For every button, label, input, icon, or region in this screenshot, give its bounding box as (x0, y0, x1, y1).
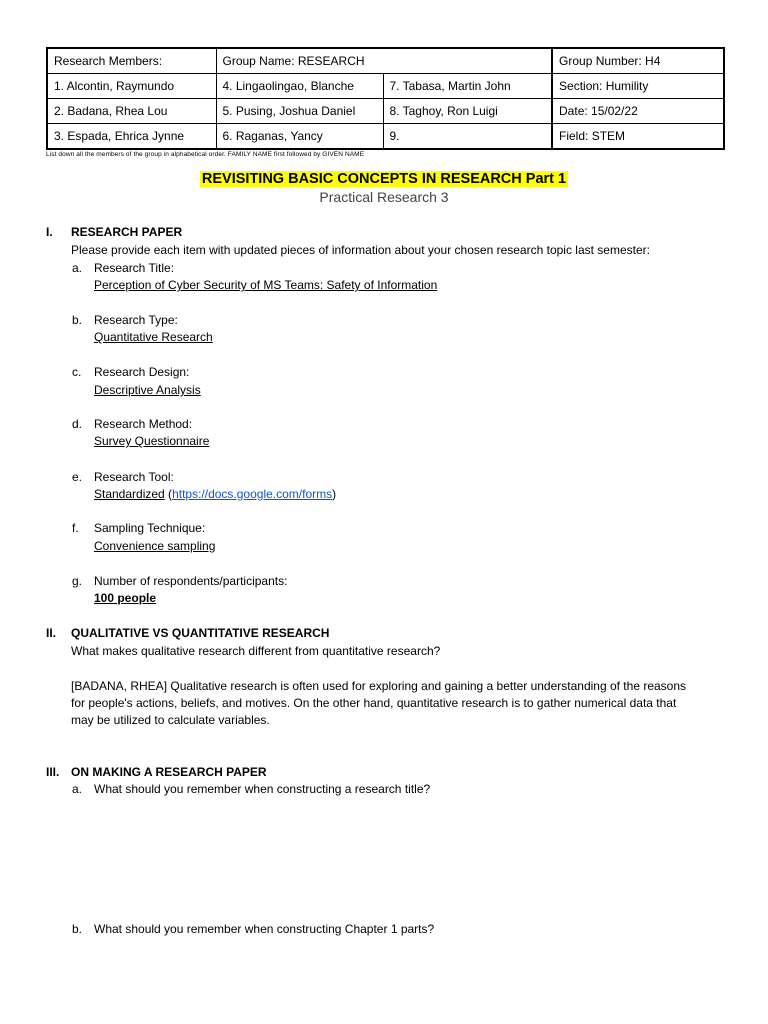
research-title-answer: Perception of Cyber Security of MS Teams: Safety of Information (94, 278, 438, 292)
answer-line: for people's actions, beliefs, and motives. On the other hand, quantitative research is to gather numerical data that (71, 696, 677, 710)
respondents-answer: 100 people (94, 591, 157, 605)
table-cell: Research Members: (47, 48, 216, 74)
answer-line: [BADANA, RHEA] Qualitative research is often used for exploring and gaining a better understanding of the reasons (71, 679, 687, 693)
link-open-paren: ( (164, 487, 173, 501)
table-row (47, 124, 724, 150)
page-title-text: REVISITING BASIC CONCEPTS IN RESEARCH Part 1 (201, 171, 567, 187)
item-label: Research Type: (94, 313, 178, 327)
item-letter: a. (72, 261, 83, 275)
question-text: What should you remember when constructing Chapter 1 parts? (94, 922, 435, 936)
item-label: Research Method: (94, 417, 193, 431)
research-design-answer: Descriptive Analysis (94, 383, 201, 397)
section-3-numeral: III. (46, 765, 60, 779)
item-letter: c. (72, 365, 82, 379)
table-cell: 6. Raganas, Yancy (216, 124, 383, 150)
field-cell: Field: STEM (552, 124, 724, 150)
question-text: What should you remember when constructing a research title? (94, 782, 431, 796)
section-2-question: What makes qualitative research different from quantitative research? (71, 644, 441, 658)
table-note: List down all the members of the group in alphabetical order. FAMILY NAME first followed by GIVEN NAME (46, 151, 365, 158)
table-cell: 2. Badana, Rhea Lou (47, 99, 216, 124)
table-cell: 4. Lingaolingao, Blanche (216, 74, 383, 99)
section-2-heading: QUALITATIVE VS QUANTITATIVE RESEARCH (71, 626, 330, 640)
sampling-technique-answer: Convenience sampling (94, 539, 216, 553)
item-label: Sampling Technique: (94, 521, 206, 535)
research-tool-value: Standardized (94, 487, 165, 501)
item-letter: f. (72, 521, 79, 535)
section-3-heading: ON MAKING A RESEARCH PAPER (71, 765, 267, 779)
section-1-instruction: Please provide each item with updated pieces of information about your chosen research topic last semester: (71, 243, 650, 257)
section-1-heading: RESEARCH PAPER (71, 225, 183, 239)
answer-line: may be utilized to calculate variables. (71, 713, 270, 727)
group-number-cell: Group Number: H4 (552, 48, 724, 74)
table-cell: 8. Taghoy, Ron Luigi (383, 99, 552, 124)
item-label: Research Design: (94, 365, 190, 379)
table-row (47, 74, 724, 99)
table-cell: 1. Alcontin, Raymundo (47, 74, 216, 99)
table-cell: 5. Pusing, Joshua Daniel (216, 99, 383, 124)
section-cell: Section: Humility (552, 74, 724, 99)
research-method-answer: Survey Questionnaire (94, 434, 210, 448)
item-label: Research Tool: (94, 470, 174, 484)
link-close-paren: ) (332, 487, 337, 501)
table-row (47, 48, 724, 74)
item-letter: b. (72, 313, 83, 327)
table-row (47, 99, 724, 124)
page-title (0, 170, 768, 188)
item-letter: g. (72, 574, 83, 588)
table-cell: 9. (383, 124, 552, 150)
question-letter: a. (72, 782, 83, 796)
date-cell: Date: 15/02/22 (552, 99, 724, 124)
page-subtitle: Practical Research 3 (319, 189, 449, 205)
section-2-numeral: II. (46, 626, 57, 640)
item-letter: d. (72, 417, 83, 431)
group-name-cell: Group Name: RESEARCH (216, 48, 552, 74)
section-1-numeral: I. (46, 225, 53, 239)
table-cell: 3. Espada, Ehrica Jynne (47, 124, 216, 150)
members-table (46, 47, 725, 150)
research-tool-answer (94, 487, 336, 502)
google-forms-link[interactable]: https://docs.google.com/forms (172, 487, 333, 501)
question-letter: b. (72, 922, 83, 936)
research-type-answer: Quantitative Research (94, 330, 213, 344)
item-letter: e. (72, 470, 83, 484)
item-label: Research Title: (94, 261, 175, 275)
item-label: Number of respondents/participants: (94, 574, 288, 588)
table-cell: 7. Tabasa, Martin John (383, 74, 552, 99)
